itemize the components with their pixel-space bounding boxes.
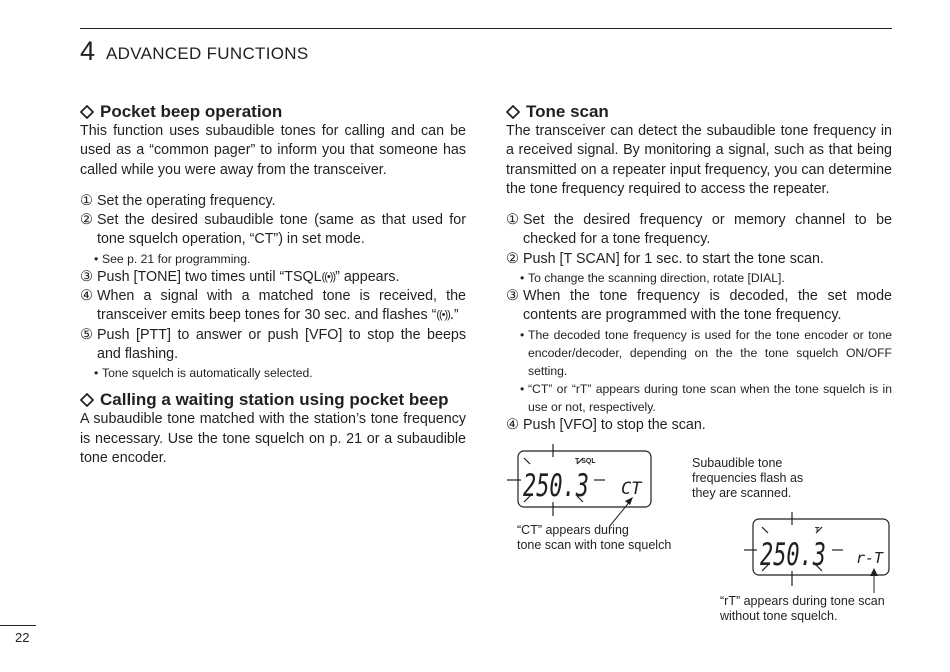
step-4: ④ When a signal with a matched tone is received, the transceiver emits beep tones for 30 sec. and flashes “((•)).” <box>80 287 466 326</box>
pocket-beep-icon: ((•)) <box>321 270 336 283</box>
lcd-mode: r-T <box>856 549 884 567</box>
lcd-indicator: T SQL <box>575 458 596 465</box>
flash-mark <box>762 527 768 533</box>
step-3: ③ Push [TONE] two times until “TSQL((•))” appears. <box>80 268 466 287</box>
step-4: ④ Push [VFO] to stop the scan. <box>506 416 706 433</box>
lcd-display-ct <box>507 444 651 527</box>
lcd-indicator: T <box>815 527 820 534</box>
note: • To change the scanning direction, rotate [DIAL]. <box>520 271 785 286</box>
section-heading-tone-scan: Tone scan <box>506 101 892 122</box>
caption-rt: without tone squelch. <box>720 609 838 623</box>
section-heading-pocket-beep: Pocket beep operation <box>80 101 466 122</box>
caption-flash: they are scanned. <box>692 486 792 500</box>
pocket-beep-intro: This function uses subaudible tones for calling and can be used as a “common pager” to inform you that someone has called while you were away from the transceiver. <box>80 123 466 178</box>
step-3: ③ When the tone frequency is decoded, the set mode contents are programmed with the tone frequency. <box>506 288 892 324</box>
note: • See p. 21 for programming. <box>94 251 251 266</box>
chapter-number: 4 <box>80 36 96 66</box>
page-number-rule <box>0 625 36 626</box>
lcd-mode: CT <box>621 479 642 499</box>
lcd-frequency: 250.3 <box>760 537 826 573</box>
caption-rt: “rT” appears during tone scan <box>720 594 885 608</box>
caption-ct: “CT” appears during <box>517 523 629 537</box>
lcd-display-rt <box>744 512 889 593</box>
step-1: ① Set the operating frequency. <box>80 192 276 209</box>
tone-scan-intro: The transceiver can detect the subaudible tone frequency in a received signal. By monitoring a signal, such as that being transmitted on a repeater input frequency, you can determine the tone frequency required to access the repeater. <box>506 123 892 197</box>
calling-body: A subaudible tone matched with the station’s tone frequency is necessary. Use the tone squelch on p. 21 or a subaudible tone encoder. <box>80 411 466 466</box>
caption-flash: frequencies flash as <box>692 471 804 485</box>
page-number: 22 <box>15 630 30 645</box>
section-heading-calling: Calling a waiting station using pocket beep <box>80 389 466 410</box>
step-2: ② Set the desired subaudible tone (same as that used for tone squelch operation, “CT”) in set mode. <box>80 212 466 248</box>
arrow-head <box>870 568 878 576</box>
chapter-title: ADVANCED FUNCTIONS <box>106 44 309 63</box>
note: • “CT” or “rT” appears during tone scan when the tone squelch is in use or not, respectively. <box>520 381 892 414</box>
lcd-frequency: 250.3 <box>523 468 589 504</box>
note: • Tone squelch is automatically selected. <box>94 366 313 381</box>
flash-mark <box>524 458 530 464</box>
caption-ct: tone scan with tone squelch <box>517 538 672 552</box>
caption-flash: Subaudible tone <box>692 456 783 470</box>
step-5: ⑤ Push [PTT] to answer or push [VFO] to stop the beeps and flashing. <box>80 326 466 362</box>
note: • The decoded tone frequency is used for the tone encoder or tone encoder/decoder, depending on the the tone squelch ON/OFF setting. <box>520 327 892 378</box>
step-2: ② Push [T SCAN] for 1 sec. to start the tone scan. <box>506 250 824 267</box>
pocket-beep-icon: ((•)) <box>436 309 450 322</box>
step-1: ① Set the desired frequency or memory channel to be checked for a tone frequency. <box>506 212 892 248</box>
